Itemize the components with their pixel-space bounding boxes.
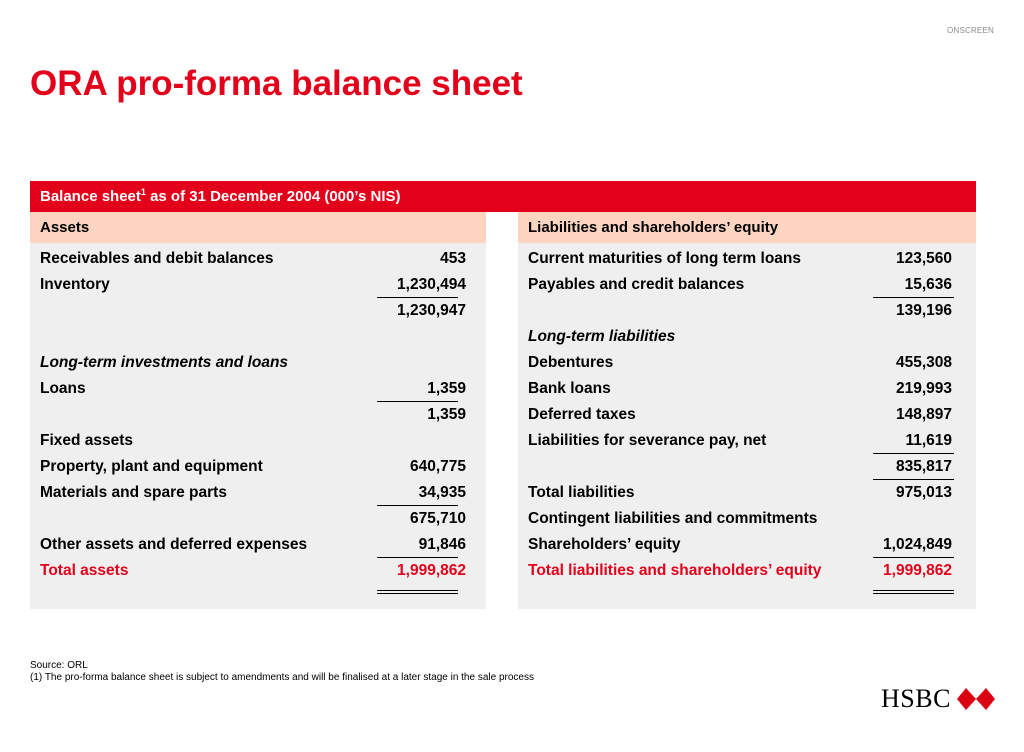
assets-row-label: Total assets [40,562,129,579]
header-text-rest: as of 31 December 2004 (000’s NIS) [145,188,401,205]
assets-row [40,246,466,272]
liabilities-row-label: Payables and credit balances [528,276,745,293]
total-double-rule [873,590,954,594]
assets-row-value: 91,846 [418,536,466,553]
liabilities-row [528,532,952,558]
liabilities-row-value: 11,619 [905,432,952,449]
assets-row [40,558,466,584]
liabilities-row-label: Debentures [528,354,614,371]
liabilities-row [528,454,952,480]
liabilities-row-value: 15,636 [904,276,952,293]
liabilities-row-value: 148,897 [895,406,952,423]
liabilities-row [528,402,952,428]
liabilities-row [528,350,952,376]
hsbc-hexagon-icon [957,688,995,710]
liabilities-row-label: Current maturities of long term loans [528,250,802,267]
assets-row-label: Long-term investments and loans [40,354,289,371]
liabilities-row-value: 139,196 [895,302,952,319]
assets-row [40,272,466,298]
assets-row [40,428,466,454]
liabilities-row-value: 835,817 [895,458,952,475]
assets-row-value: 34,935 [418,484,466,501]
liabilities-row-value: 455,308 [895,354,952,371]
liabilities-row [528,246,952,272]
liabilities-row-value: 1,024,849 [883,536,952,553]
liabilities-row [528,480,952,506]
assets-row [40,350,466,376]
assets-row-value: 1,999,862 [397,562,466,579]
assets-row-value: 1,230,494 [397,276,466,293]
liabilities-row-label: Deferred taxes [528,406,636,423]
assets-row-value: 675,710 [409,510,466,527]
header-text: Balance sheet [40,188,141,205]
liabilities-row-value: 975,013 [895,484,952,501]
assets-row [40,506,466,532]
balance-sheet-header [30,181,976,212]
assets-heading: Assets [30,212,486,243]
footnote-line: (1) The pro-forma balance sheet is subject to amendments and will be finalised at a later stage in the sale process [30,672,534,683]
page-title: ORA pro-forma balance sheet [30,64,523,103]
assets-row-label: Other assets and deferred expenses [40,536,308,553]
total-double-rule [377,590,458,594]
source-line: Source: ORL [30,660,88,671]
logo-text: HSBC [881,684,951,713]
assets-row [40,298,466,324]
source-note [30,660,534,684]
assets-row [40,324,466,350]
hsbc-logo [881,684,995,714]
liabilities-panel [518,212,976,609]
liabilities-row-label: Total liabilities [528,484,635,501]
liabilities-row-label: Liabilities for severance pay, net [528,432,767,449]
assets-row [40,532,466,558]
liabilities-row [528,376,952,402]
assets-row-label: Materials and spare parts [40,484,227,501]
liabilities-row-label: Shareholders’ equity [528,536,681,553]
liabilities-row [528,324,952,350]
liabilities-row-label: Bank loans [528,380,611,397]
liabilities-row-label: Long-term liabilities [528,328,676,345]
assets-row [40,402,466,428]
footnote-marker: 1 [140,187,146,197]
onscreen-label: ONSCREEN [947,26,994,35]
assets-row-label: Loans [40,380,86,397]
assets-row-label: Inventory [40,276,110,293]
liabilities-row [528,558,952,584]
liabilities-row [528,506,952,532]
liabilities-heading: Liabilities and shareholders’ equity [518,212,976,243]
assets-row-label: Fixed assets [40,432,134,449]
assets-row-label: Property, plant and equipment [40,458,263,475]
liabilities-row [528,298,952,324]
liabilities-row-value: 123,560 [895,250,952,267]
assets-row [40,480,466,506]
liabilities-row [528,428,952,454]
assets-row-value: 640,775 [409,458,466,475]
assets-panel [30,212,486,609]
liabilities-row-label: Total liabilities and shareholders’ equity [528,562,822,579]
assets-row [40,376,466,402]
assets-row [40,454,466,480]
assets-row-value: 1,230,947 [397,302,466,319]
assets-row-value: 453 [440,250,466,267]
liabilities-row [528,272,952,298]
liabilities-row-value: 219,993 [895,380,952,397]
liabilities-row-value: 1,999,862 [883,562,952,579]
liabilities-row-label: Contingent liabilities and commitments [528,510,818,527]
assets-row-label: Receivables and debit balances [40,250,274,267]
assets-row-value: 1,359 [427,406,466,423]
assets-row-value: 1,359 [427,380,466,397]
